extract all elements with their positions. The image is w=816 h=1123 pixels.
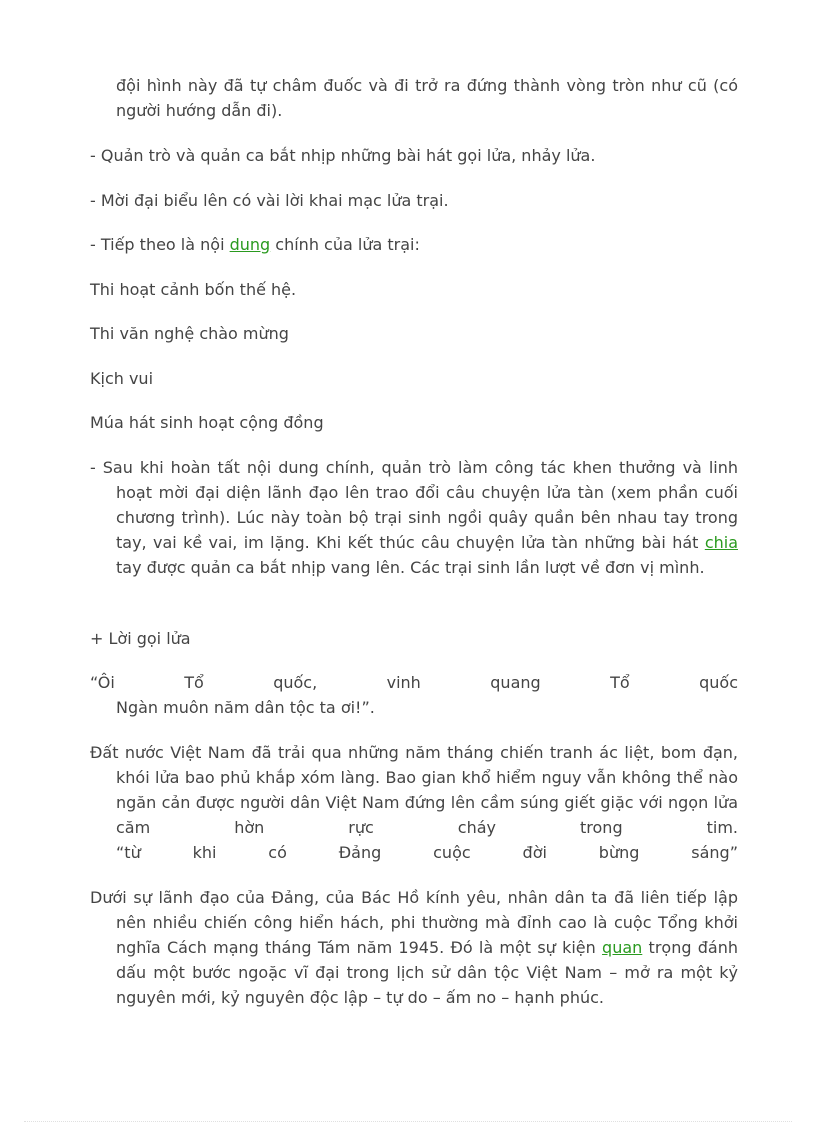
paragraph-closing-activities <box>90 455 738 580</box>
poem-line-2: Ngàn muôn năm dân tộc ta ơi!”. <box>116 698 375 717</box>
item-skit-contest: Thi hoạt cảnh bốn thế hệ. <box>90 280 297 299</box>
revolution-text-before: Dưới sự lãnh đạo của Đảng, của Bác Hồ kính yêu, nhân dân ta đã liên tiếp lập nên nhiều chiến công hiển hách, phi thường mà đỉnh cao là cuộc Tổng khởi nghĩa Cách mạng tháng Tám năm 1945. Đó là một sự kiện <box>90 888 738 957</box>
paragraph-main-content <box>90 232 738 257</box>
revolution-text-after: trọng đánh dấu một bước ngoặc vĩ đại trong lịch sử dân tộc Việt Nam – mở ra một kỷ nguyên mới, kỷ nguyên độc lập – tự do – ấm no – hạnh phúc. <box>116 938 738 1007</box>
paragraph-formation: đội hình này đã tự châm đuốc và đi trở ra đứng thành vòng tròn như cũ (có người hướng dẫn đi). <box>116 76 738 120</box>
paragraph-revolution <box>90 885 738 1010</box>
link-quan[interactable]: quan <box>602 938 643 957</box>
item-comedy: Kịch vui <box>90 369 154 388</box>
item-performance-contest: Thi văn nghệ chào mừng <box>90 324 289 343</box>
main-content-text-after: chính của lửa trại: <box>270 235 420 254</box>
poem-line-1: “Ôi Tổ quốc, vinh quang Tổ quốc <box>90 673 738 692</box>
heading-fire-call: + Lời gọi lửa <box>90 629 191 648</box>
item-community-dance: Múa hát sinh hoạt cộng đồng <box>90 413 324 432</box>
paragraph-game-leader: - Quản trò và quản ca bắt nhịp những bài hát gọi lửa, nhảy lửa. <box>90 146 596 165</box>
main-content-text-before: - Tiếp theo là nội <box>90 235 230 254</box>
paragraph-war-history <box>90 740 738 865</box>
poem-quote <box>90 670 738 720</box>
footer-divider <box>24 1121 792 1122</box>
link-dung[interactable]: dung <box>229 235 271 254</box>
war-history-text: Đất nước Việt Nam đã trải qua những năm tháng chiến tranh ác liệt, bom đạn, khói lửa bao phủ khắp xóm làng. Bao gian khổ hiểm nguy vẫn không thể nào ngăn cản được người dân Việt Nam đứng lên cầm súng giết giặc với ngọn lửa căm hờn rực cháy trong tim. <box>90 743 738 837</box>
closing-text-after: tay được quản ca bắt nhịp vang lên. Các trại sinh lần lượt về đơn vị mình. <box>116 558 705 577</box>
paragraph-opening-speech: - Mời đại biểu lên có vài lời khai mạc lửa trại. <box>90 191 449 210</box>
link-chia[interactable]: chia <box>704 533 738 552</box>
closing-text-before: - Sau khi hoàn tất nội dung chính, quản trò làm công tác khen thưởng và linh hoạt mời đại diện lãnh đạo lên trao đổi câu chuyện lửa tàn (xem phần cuối chương trình). Lúc này toàn bộ trại sinh ngồi quây quần bên nhau tay trong tay, vai kề vai, im lặng. Khi kết thúc câu chuyện lửa tàn những bài hát <box>90 458 738 552</box>
war-history-quote: “từ khi có Đảng cuộc đời bừng sáng” <box>116 843 738 862</box>
